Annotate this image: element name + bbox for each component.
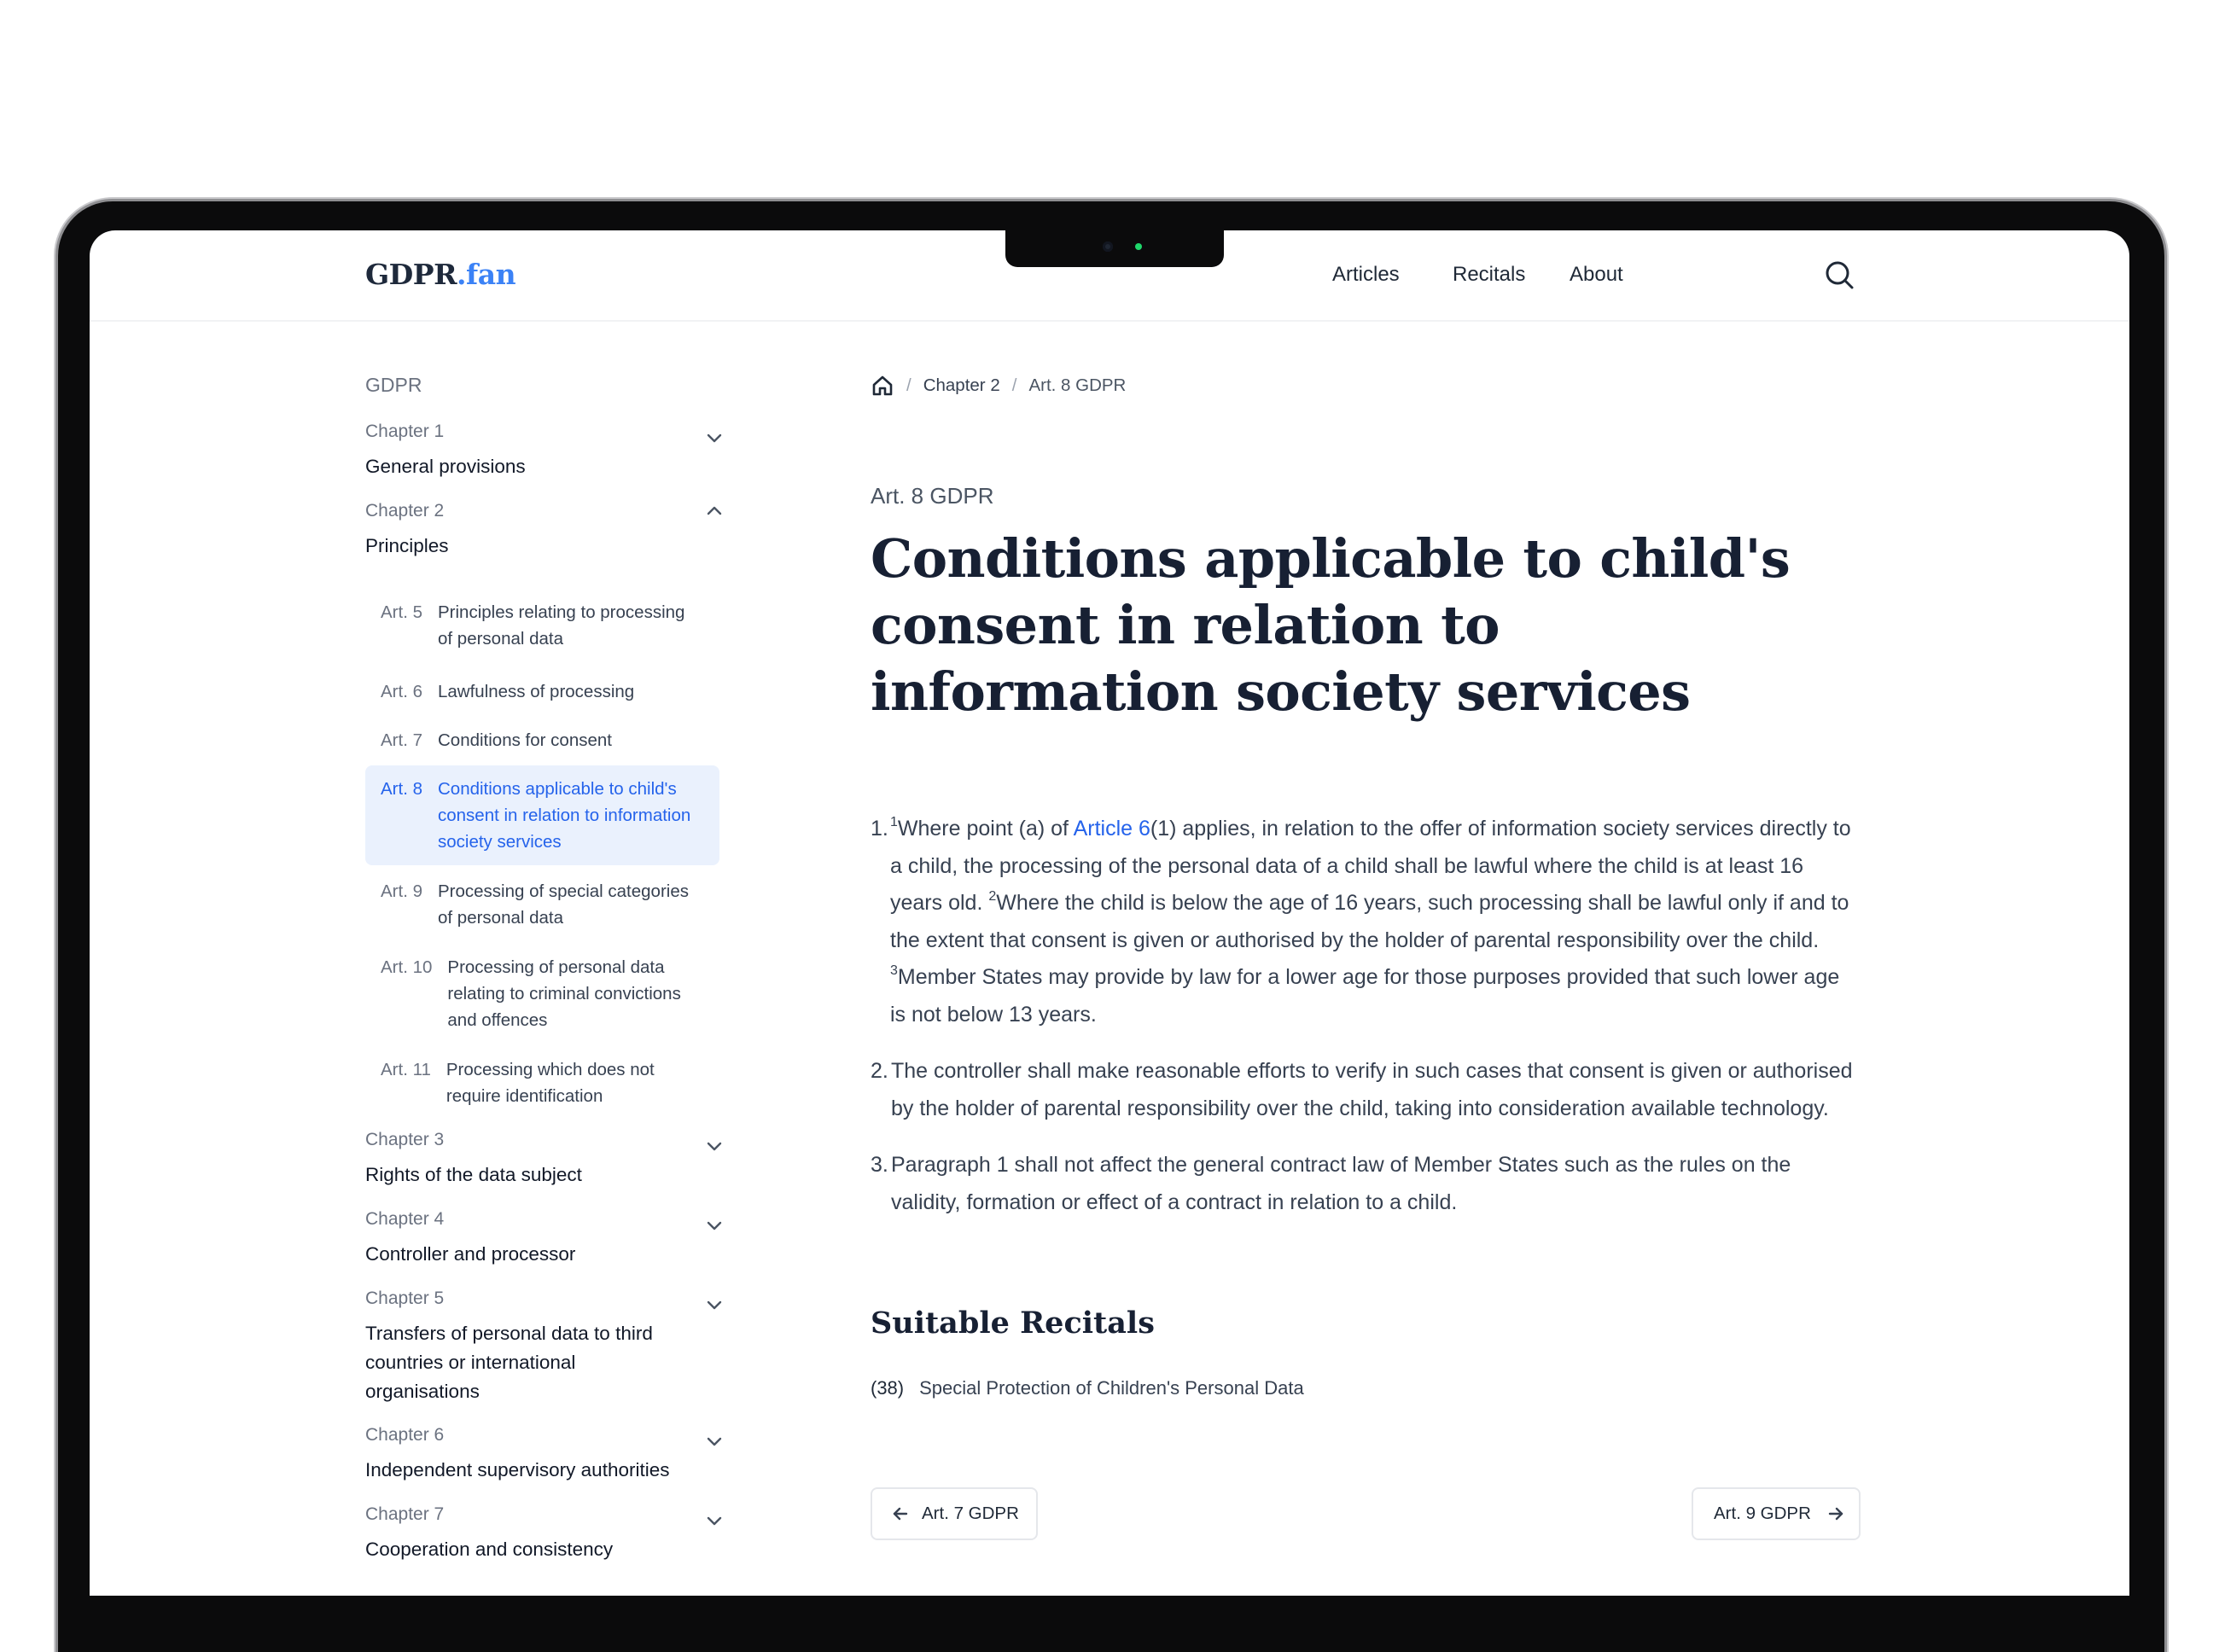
sidebar-chapter-5[interactable] (365, 1288, 724, 1406)
breadcrumb-chapter-link[interactable]: Chapter 2 (923, 375, 1000, 395)
sidebar-article-6[interactable]: Art. 6 Lawfulness of processing (381, 682, 635, 701)
sidebar-chapter-3[interactable] (365, 1130, 724, 1190)
sidebar-article-5[interactable]: Art. 5 Principles relating to processing of personal data (381, 602, 685, 649)
recitals-heading: Suitable Recitals (871, 1306, 1155, 1341)
chevron-down-icon[interactable] (705, 1295, 724, 1314)
browser-screen (90, 230, 2129, 1596)
sidebar-chapter-4[interactable] (365, 1209, 724, 1269)
nav-recitals-link[interactable]: Recitals (1453, 263, 1526, 286)
arrow-right-icon (1826, 1504, 1845, 1523)
home-icon[interactable] (871, 374, 894, 398)
chapter-title: Cooperation and consistency (365, 1539, 614, 1560)
chapter-title: Independent supervisory authorities (365, 1459, 670, 1480)
sidebar-article-7[interactable]: Art. 7 Conditions for consent (381, 730, 612, 750)
camera-notch (1005, 229, 1224, 267)
article-paragraph-2: 2. The controller shall make reasonable efforts to verify in such cases that consent is given or authorised by the holder of parental responsibility over the child, taking into consideration available technology. (871, 1059, 1853, 1120)
article-6-link[interactable]: Article 6 (1073, 817, 1150, 841)
chapter-title: Rights of the data subject (365, 1164, 582, 1185)
prev-article-button[interactable]: Art. 7 GDPR (871, 1487, 1038, 1540)
chapter-number: Chapter 3 (365, 1130, 445, 1149)
recital-link[interactable]: (38) Special Protection of Children's Personal Data (871, 1377, 1304, 1399)
chapter-number: Chapter 1 (365, 422, 445, 441)
article-paragraph-3: 3. Paragraph 1 shall not affect the general contract law of Member States such as the rules on the validity, formation or effect of a contract in relation to a child. (871, 1153, 1791, 1214)
sidebar-article-10[interactable]: Art. 10 Processing of personal data relating to criminal convictions and offences (381, 957, 681, 1030)
chapter-number: Chapter 4 (365, 1209, 445, 1229)
chapter-number: Chapter 7 (365, 1504, 445, 1524)
breadcrumb-current: Art. 8 GDPR (1028, 375, 1127, 395)
chevron-down-icon[interactable] (705, 1511, 724, 1530)
arrow-left-icon (891, 1504, 910, 1523)
breadcrumb: / Chapter 2 / Art. 8 GDPR (871, 374, 1126, 398)
chevron-up-icon[interactable] (705, 501, 724, 520)
site-logo[interactable]: GDPR.fan (365, 258, 516, 291)
chevron-down-icon[interactable] (705, 1432, 724, 1451)
sidebar-article-9[interactable]: Art. 9 Processing of special categories of personal data (381, 881, 689, 928)
search-icon[interactable] (1822, 258, 1856, 292)
sidebar-chapter-7[interactable] (365, 1504, 724, 1564)
chapter-title: Principles (365, 535, 449, 556)
sidebar-root-label[interactable]: GDPR (365, 374, 422, 396)
article-body (871, 811, 1861, 1241)
camera-indicator-icon (1135, 243, 1142, 250)
nav-about-link[interactable]: About (1570, 263, 1623, 286)
nav-articles-link[interactable]: Articles (1332, 263, 1400, 286)
sidebar-article-11[interactable]: Art. 11 Processing which does not require identification (381, 1060, 655, 1106)
page-title: Conditions applicable to child's consent in relation to information society services (871, 527, 1791, 723)
sidebar-article-8-active[interactable]: Art. 8 Conditions applicable to child's consent in relation to information society services (365, 765, 719, 865)
chapter-number: Chapter 6 (365, 1425, 445, 1445)
article-kicker: Art. 8 GDPR (871, 483, 994, 509)
chevron-down-icon[interactable] (705, 1216, 724, 1235)
article-paragraph-1: 1. $^1$Where point (a) of Article 6(1) applies, in relation to the offer of information society services directly to a child, the processing of the personal data of a child shall be lawful where the child is at least 16 years old. $^2$Where the child is below the age of 16 years, such processing shall be lawful only if and to the extent that consent is given or authorised by the holder of parental responsibility over the child. $^3$Member States may provide by law for a lower age for those purposes provided that such lower age is not below 13 years. (871, 814, 1851, 1027)
sidebar-chapter-6[interactable] (365, 1425, 724, 1485)
chapter-number: Chapter 5 (365, 1288, 445, 1308)
chapter-number: Chapter 2 (365, 501, 445, 521)
chapter-title: Controller and processor (365, 1243, 576, 1265)
next-article-button[interactable]: Art. 9 GDPR (1692, 1487, 1861, 1540)
chevron-down-icon[interactable] (705, 428, 724, 447)
chapter-title: Transfers of personal data to third countries or international organisations (365, 1323, 653, 1402)
camera-lens-icon (1103, 241, 1113, 252)
sidebar-chapter-2[interactable] (365, 501, 724, 561)
sidebar-chapter-1[interactable] (365, 422, 724, 481)
chevron-down-icon[interactable] (705, 1137, 724, 1155)
chapter-title: General provisions (365, 456, 526, 477)
